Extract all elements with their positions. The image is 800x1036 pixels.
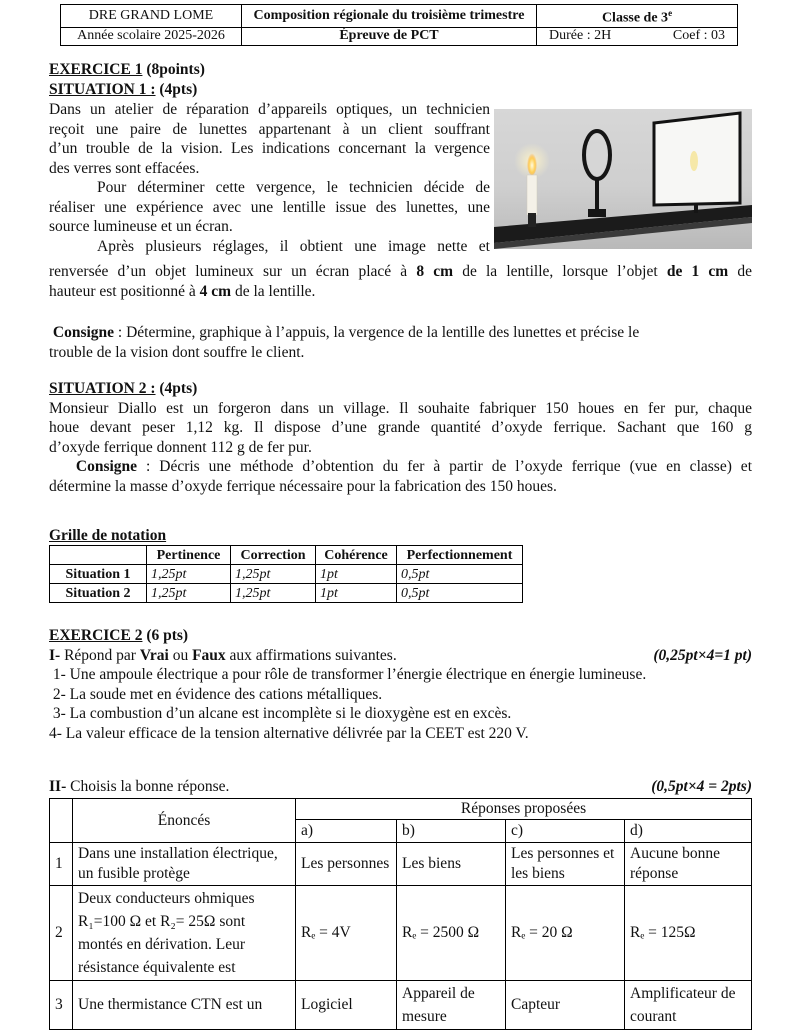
qcm-row-num: 1 bbox=[50, 843, 73, 886]
qcm-row bbox=[50, 886, 752, 981]
grille-cell: Situation 1 bbox=[50, 565, 147, 584]
grille-header-empty bbox=[50, 546, 147, 565]
grille-cell: 0,5pt bbox=[397, 584, 523, 603]
qcm-letter: d) bbox=[625, 820, 752, 843]
qcm-enonce: Dans une installation électrique, un fusible protège bbox=[73, 843, 296, 886]
situation1-text: Dans un atelier de réparation d’appareils optiques, un technicien reçoit une paire de lunettes appartenant à un client souffrant d’un trouble de la vision. Les indications concernant la vergence des verres sont effacées. Pour déterminer cette vergence, le technicien décide de réaliser une expérience avec une lentille issue des lunettes, une source lumineuse et un écran. Après plusieurs réglages, il obtient une image nette et bbox=[49, 101, 490, 255]
qcm-row-num: 3 bbox=[50, 981, 73, 1030]
qcm-row-num: 2 bbox=[50, 886, 73, 981]
qcm-option-c: Les personnes et les biens bbox=[506, 843, 625, 886]
situation2: SITUATION 2 : (4pts) Monsieur Diallo est un forgeron dans un village. Il souhaite fabriquer 150 houes en fer pur, chaque houe devant peser 1,12 kg. Il dispose d’une grande quantité d’oxyde ferrique. Sachant que 160 g d’oxyde ferrique donnent 112 g de fer pur. Consigne : Décris une méthode d’obtention du fer à partir de l’oxyde ferrique (vue en classe) et détermine la masse d’oxyde ferrique nécessaire pour la fabrication des 150 houes. bbox=[49, 380, 752, 495]
grille-header: Pertinence bbox=[147, 546, 231, 565]
grille-header: Correction bbox=[231, 546, 316, 565]
qcm-reponses-header: Réponses proposées bbox=[296, 799, 752, 820]
grille-cell: Situation 2 bbox=[50, 584, 147, 603]
qcm-option-d: Rₑ = 125Ω bbox=[625, 886, 752, 981]
qcm-enonce: Deux conducteurs ohmiques R₁=100 Ω et R₂= 25Ω sont montés en dérivation. Leur résistance équivalente est bbox=[73, 886, 296, 981]
qcm-option-a: Logiciel bbox=[296, 981, 397, 1030]
grille-header: Cohérence bbox=[316, 546, 397, 565]
header-classe: Classe de 3e bbox=[537, 5, 738, 28]
grille-table bbox=[49, 545, 523, 603]
grille-header: Perfectionnement bbox=[397, 546, 523, 565]
header-table bbox=[60, 4, 738, 46]
header-composition: Composition régionale du troisième trimestre bbox=[242, 5, 537, 28]
qcm-table bbox=[49, 798, 752, 1030]
grille-row bbox=[50, 565, 523, 584]
qcm-letter: a) bbox=[296, 820, 397, 843]
qcm-option-b: Rₑ = 2500 Ω bbox=[397, 886, 506, 981]
grille-cell: 1,25pt bbox=[147, 584, 231, 603]
header-annee: Année scolaire 2025-2026 bbox=[61, 27, 242, 45]
partII-points: (0,5pt×4 = 2pts) bbox=[651, 778, 752, 795]
affirmation-item: 1- Une ampoule électrique a pour rôle de transformer l’énergie électrique en énergie lumineuse. bbox=[49, 666, 647, 683]
qcm-option-a: Les personnes bbox=[296, 843, 397, 886]
partII-heading: (0,5pt×4 = 2pts) II- Choisis la bonne réponse. bbox=[49, 778, 752, 795]
qcm-letter: b) bbox=[397, 820, 506, 843]
consigne1: Consigne : Détermine, graphique à l’appuis, la vergence de la lentille des lunettes et précise le trouble de la vision dont souffre le client. bbox=[49, 324, 640, 361]
exercice2: EXERCICE 2 (6 pts) (0,25pt×4=1 pt) I- Répond par Vrai ou Faux aux affirmations suivantes. 1- Une ampoule électrique a pour rôle de transformer l’énergie électrique en énergie lumineuse. 2- La soude met en évidence des cations métalliques. 3- La combustion d’un alcane est incomplète si le dioxygène est en excès. 4- La valeur efficace de la tension alternative délivrée par la CEET est 220 V. bbox=[49, 627, 752, 742]
optical-bench-photo bbox=[494, 109, 752, 249]
qcm-enonce: Une thermistance CTN est un bbox=[73, 981, 296, 1030]
qcm-num-header bbox=[50, 799, 73, 843]
qcm-option-c: Capteur bbox=[506, 981, 625, 1030]
qcm-option-a: Rₑ = 4V bbox=[296, 886, 397, 981]
qcm-option-d: Amplificateur de courant bbox=[625, 981, 752, 1030]
grille-cell: 1,25pt bbox=[147, 565, 231, 584]
qcm-option-b: Appareil de mesure bbox=[397, 981, 506, 1030]
grille-cell: 0,5pt bbox=[397, 565, 523, 584]
qcm-option-c: Rₑ = 20 Ω bbox=[506, 886, 625, 981]
situation1-text-cont: renversée d’un objet lumineux sur un écran placé à 8 cm de la lentille, lorsque l’objet de 1 cm de hauteur est positionné à 4 cm de la lentille. bbox=[49, 263, 752, 300]
grille-header-row bbox=[50, 546, 523, 565]
grille-cell: 1pt bbox=[316, 565, 397, 584]
affirmation-item: 4- La valeur efficace de la tension alternative délivrée par la CEET est 220 V. bbox=[49, 724, 529, 742]
grille-cell: 1pt bbox=[316, 584, 397, 603]
header-epreuve: Épreuve de PCT bbox=[242, 27, 537, 45]
grille-title: Grille de notation bbox=[49, 527, 167, 544]
header-duree-coef: Durée : 2H Coef : 03 bbox=[537, 27, 738, 45]
optical-bench-illustration bbox=[494, 109, 752, 249]
affirmation-item: 2- La soude met en évidence des cations métalliques. bbox=[49, 685, 383, 703]
affirmation-item: 3- La combustion d’un alcane est incomplète si le dioxygène est en excès. bbox=[49, 705, 512, 722]
qcm-option-d: Aucune bonne réponse bbox=[625, 843, 752, 886]
qcm-option-b: Les biens bbox=[397, 843, 506, 886]
qcm-enonces-header: Énoncés bbox=[73, 799, 296, 843]
header-dre: DRE GRAND LOME bbox=[61, 5, 242, 28]
grille-cell: 1,25pt bbox=[231, 565, 316, 584]
grille-row bbox=[50, 584, 523, 603]
exercice1-heading: EXERCICE 1 (8points) SITUATION 1 : (4pts) bbox=[49, 61, 205, 98]
qcm-letter: c) bbox=[506, 820, 625, 843]
grille-cell: 1,25pt bbox=[231, 584, 316, 603]
partI-points: (0,25pt×4=1 pt) bbox=[653, 646, 752, 664]
qcm-row bbox=[50, 981, 752, 1030]
qcm-row bbox=[50, 843, 752, 886]
